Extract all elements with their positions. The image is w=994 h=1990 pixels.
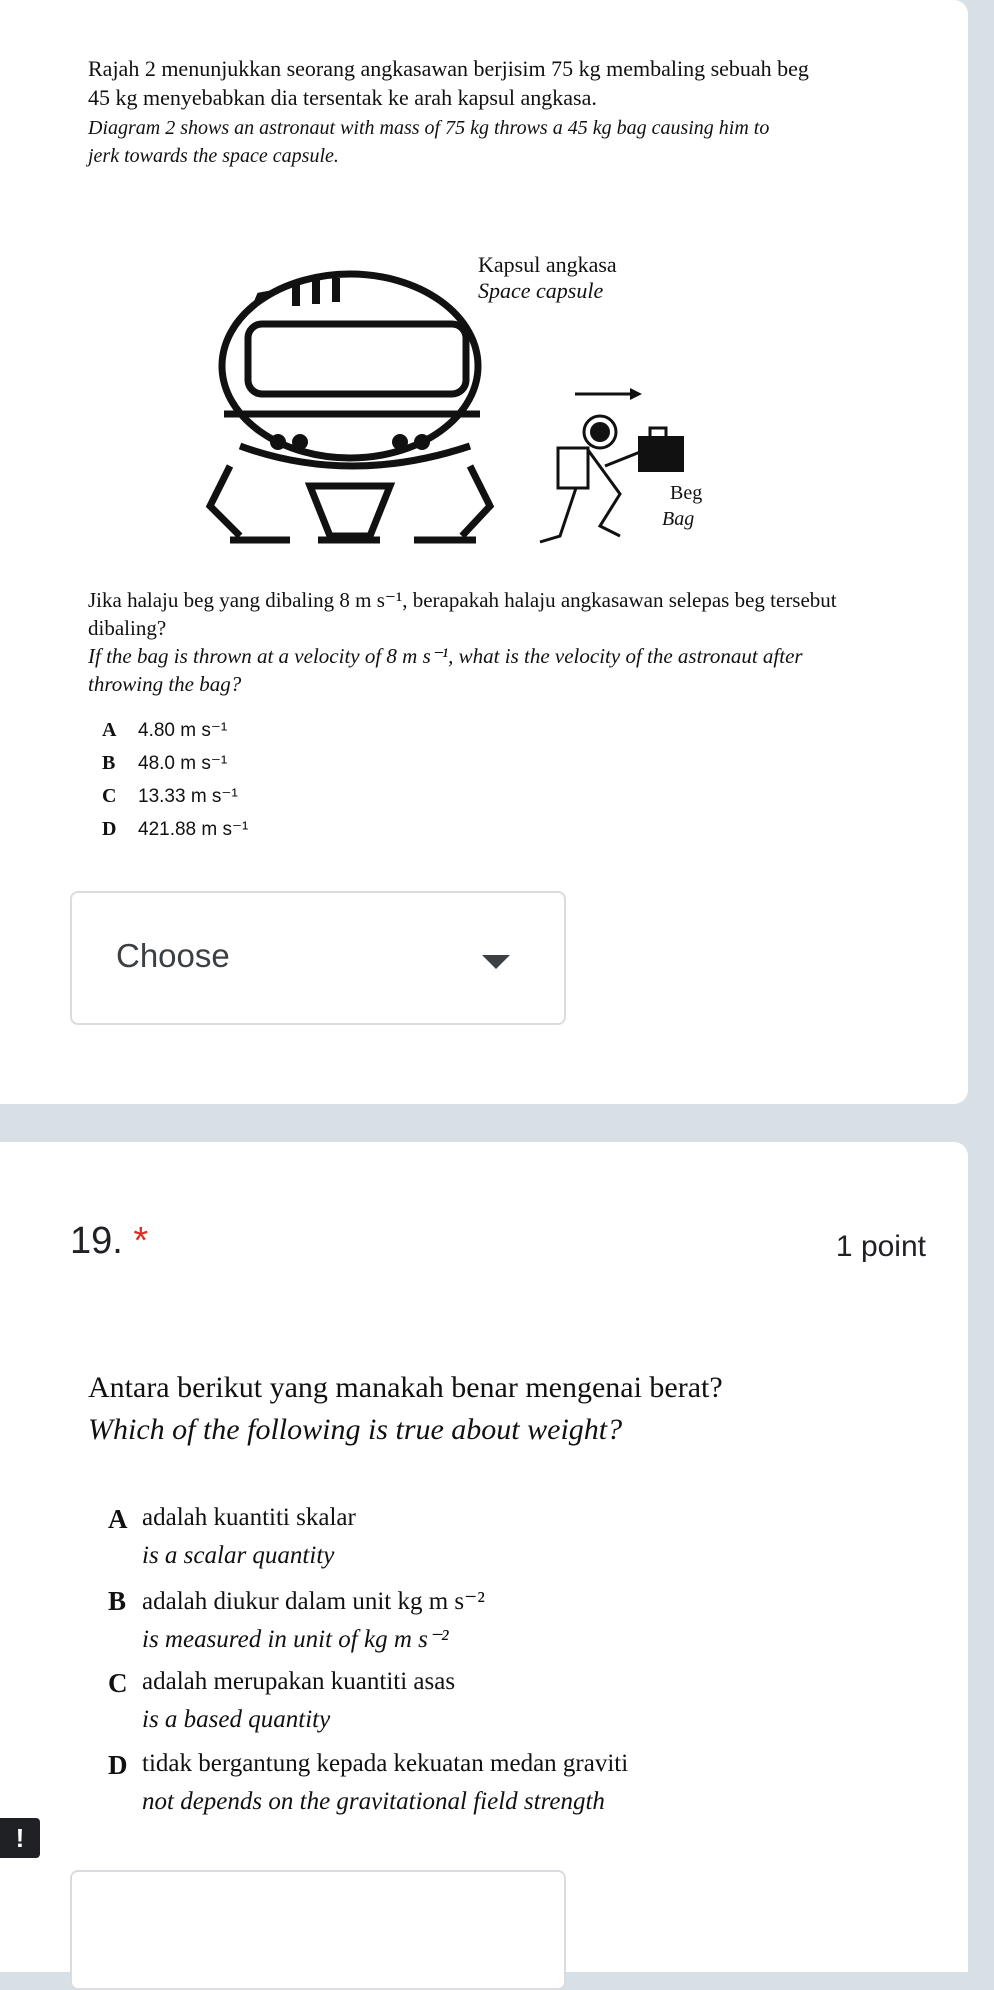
option-value: 421.88 m s⁻¹ [138,819,249,840]
q18-ask-english-line2: throwing the bag? [88,672,242,696]
q18-ask-malay [88,586,908,642]
option-letter: A [108,1504,128,1534]
chevron-down-icon [482,955,510,969]
capsule-astronaut-illustration [200,236,720,566]
q18-options [102,714,248,846]
q18-ask-malay-line1: Jika halaju beg yang dibaling 8 m s⁻¹, berapakah halaju angkasawan selepas beg tersebut [88,588,837,612]
q18-option-a [102,714,248,747]
q19-answer-dropdown[interactable] [70,1870,566,1990]
q18-option-c [102,780,248,813]
option-english: is measured in unit of kg m s⁻² [142,1626,449,1653]
option-letter: D [108,1750,128,1780]
q18-intro-english-line2: jerk towards the space capsule. [88,145,339,167]
q18-ask-english-line1: If the bag is thrown at a velocity of 8 m s⁻¹, what is the velocity of the astronaut after [88,644,803,668]
option-letter: A [102,719,117,741]
q19-title [70,1220,148,1263]
option-value: 48.0 m s⁻¹ [138,753,228,774]
q18-answer-dropdown[interactable] [70,891,566,1025]
astronaut-diagram [200,236,720,566]
option-value: 4.80 m s⁻¹ [138,720,228,741]
option-value: 13.33 m s⁻¹ [138,786,238,807]
q19-points: 1 point [835,1230,926,1263]
option-english: is a based quantity [142,1706,331,1733]
option-letter: B [102,752,116,774]
required-mark: * [133,1220,149,1262]
option-english: not depends on the gravitational field strength [142,1788,605,1815]
q19-prompt-malay: Antara berikut yang manakah benar mengenai berat? [88,1371,723,1404]
q18-intro-malay [88,54,908,112]
option-letter: B [108,1586,127,1616]
capsule-label-malay: Kapsul angkasa [478,252,617,277]
option-letter: C [102,785,117,807]
capsule-label-english: Space capsule [478,278,604,303]
q18-option-b [102,747,248,780]
bag-label-malay: Beg [670,482,703,504]
q18-intro-english-line1: Diagram 2 shows an astronaut with mass of 75 kg throws a 45 kg bag causing him to [88,117,770,139]
option-malay: adalah kuantiti skalar [142,1504,356,1531]
q18-ask-malay-line2: dibaling? [88,616,167,640]
q18-intro-malay-line2: 45 kg menyebabkan dia tersentak ke arah kapsul angkasa. [88,85,597,110]
option-malay: tidak bergantung kepada kekuatan medan graviti [142,1750,629,1777]
q18-intro-english [88,114,908,170]
option-letter: C [108,1668,128,1698]
q18-intro-malay-line1: Rajah 2 menunjukkan seorang angkasawan berjisim 75 kg membaling sebuah beg [88,56,809,81]
dropdown-placeholder: Choose [116,937,230,974]
option-malay: adalah merupakan kuantiti asas [142,1668,456,1695]
option-malay: adalah diukur dalam unit kg m s⁻² [142,1588,485,1615]
option-letter: D [102,818,117,840]
q19-prompt-english: Which of the following is true about weight? [88,1413,623,1446]
question-number: 19. [70,1220,123,1262]
q18-ask-english [88,642,908,698]
option-english: is a scalar quantity [142,1542,335,1569]
error-badge: ! [0,1818,40,1858]
q18-option-d [102,813,248,846]
bag-label-english: Bag [662,508,695,530]
